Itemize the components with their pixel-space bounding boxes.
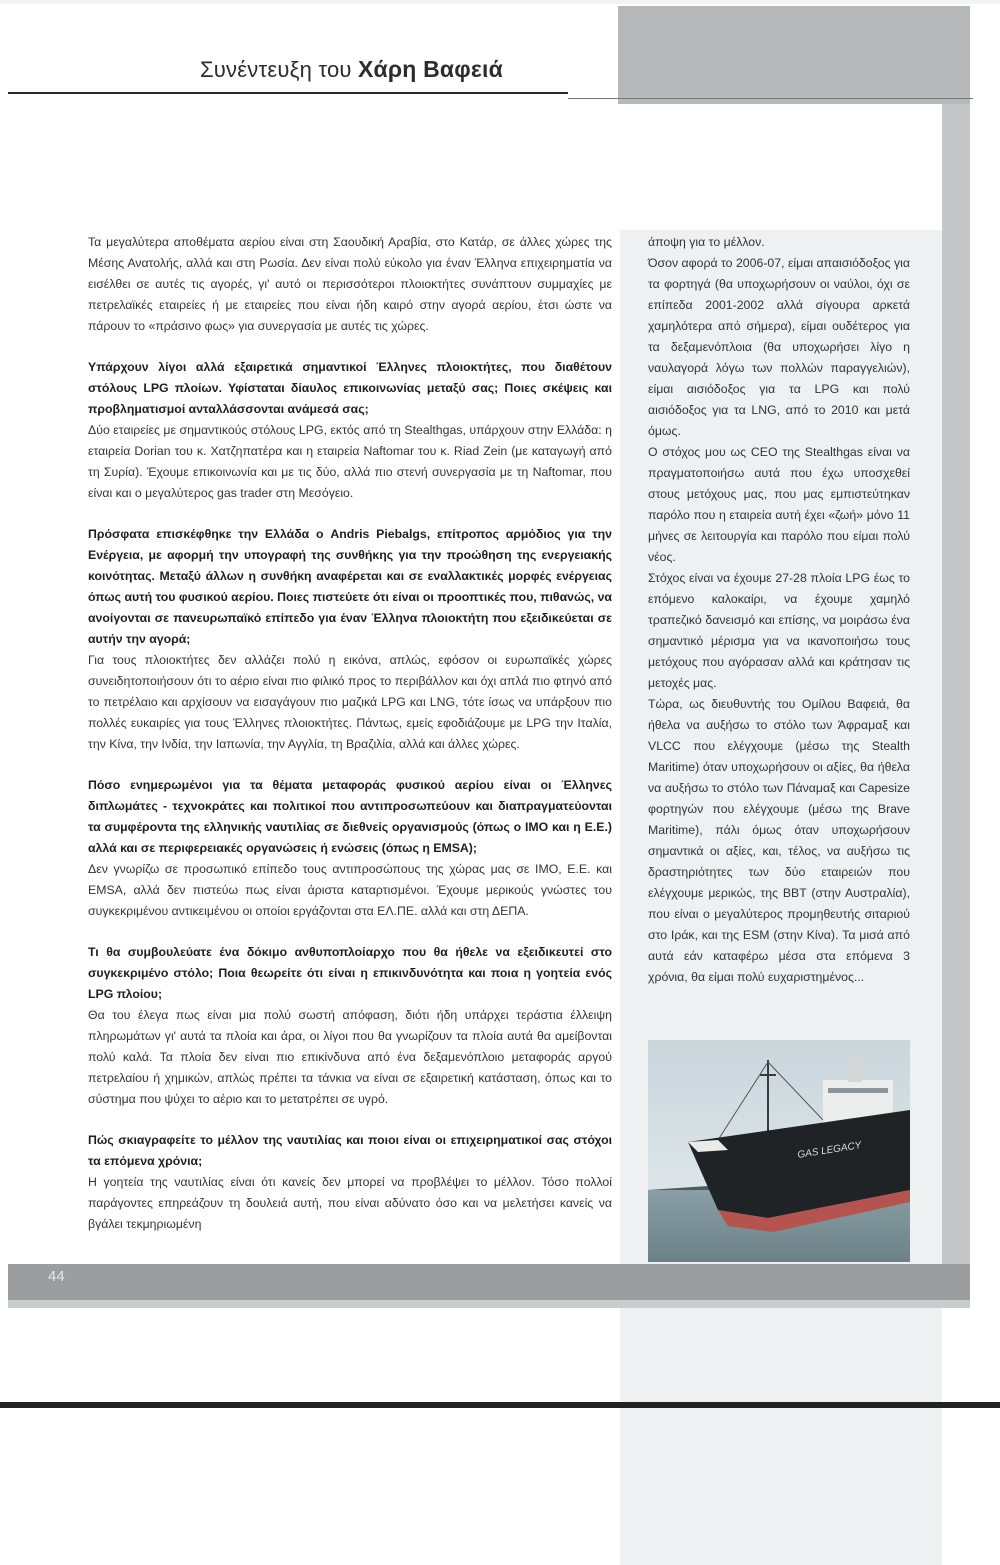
page-header-title [200, 56, 503, 83]
answer-paragraph: Τα μεγαλύτερα αποθέματα αερίου είναι στη Σαουδική Αραβία, στο Κατάρ, σε άλλες χώρες της Μέσης Ανατολής, αλλά και στη Ρωσία. Δεν είναι πολύ εύκολο για έναν Έλληνα επιχειρηματία να εισέλθει σε αυτές τις αγορές, γι' αυτό οι περισσότεροι πλοιοκτήτες συνάπτουν συμμαχίες με πετρελαϊκές εταιρείες ή με εταιρείες που είναι ήδη καιρό στην αγορά αερίου, έτσι ώστε να πάρουν το «πράσινο φως» για συνεργασία με αυτές τις χώρες. [88, 235, 612, 333]
answer-paragraph: Η γοητεία της ναυτιλίας είναι ότι κανείς δεν μπορεί να προβλέψει το μέλλον. Τόσο πολλοί παράγοντες επηρεάζουν τη δουλειά αυτή, που είναι αδύνατο όσο και να μελετήσει κανείς να βγάλει τεκμηριωμένη [88, 1175, 612, 1231]
ship-photo [648, 1040, 910, 1262]
question-paragraph: Πώς σκιαγραφείτε το μέλλον της ναυτιλίας και ποιοι είναι οι επιχειρηματικοί σας στόχοι τα επόμενα χρόνια; [88, 1133, 612, 1168]
header-rule-right [568, 98, 973, 99]
ship-funnel [848, 1058, 862, 1082]
header-gray-panel [618, 6, 970, 104]
page-number: 44 [48, 1268, 65, 1285]
right-paragraph: Όσον αφορά το 2006-07, είμαι απαισιόδοξος για τα φορτηγά (θα υποχωρήσουν οι ναύλοι, όχι σε επίπεδα 2001-2002 αλλά σίγουρα αρκετά χαμηλότερα από σήμερα), είμαι ουδέτερος για τα δεξαμενόπλοια (θα υποχωρήσει λίγο η ναυλαγορά λόγω των πολλών παραγγελιών), είμαι αισιόδοξος για τα LPG και πολύ αισιόδοξος για τα LNG, από το 2010 και μετά όμως. [648, 256, 910, 438]
scan-edge [0, 0, 1000, 4]
right-paragraph: Τώρα, ως διευθυντής του Ομίλου Βαφειά, θα ήθελα να αυξήσω το στόλο των Άφραμαξ και VLCC που ελέγχουμε (μέσω της Stealth Maritime) όταν υποχωρήσουν οι αξίες, θα ήθελα να αυξήσω το στόλο των Πάναμαξ και Capesize φορτηγών που ελέγχουμε (μέσω της Brave Maritime), πάλι όμως όταν υποχωρήσουν σημαντικά οι αξίες, και, τέλος, να αυξήσω τις δραστηριότητες των δύο εταιρειών που ελέγχουμε μερικώς, της BBT (στην Αυστραλία), που είναι ο μεγαλύτερος προμηθευτής σιταριού στο Ιράκ, και της ESM (στην Κίνα). Τα μισά από αυτά εάν καταφέρω μέσα στα επόμενα 3 χρόνια, θα είμαι πολύ ευχαριστημένος... [648, 697, 910, 984]
ship-hull-name: GAS LEGACY [796, 1140, 863, 1161]
right-paragraph: Ο στόχος μου ως CEO της Stealthgas είναι να πραγματοποιήσω αυτά που έχω υποσχεθεί στους μετόχους μας, που μας εμπιστεύτηκαν παρόλο που η εταιρεία αυτή έχει «ζωή» μόνο 11 μήνες σε λειτουργία και παρόλο που είμαι πολύ νέος. [648, 445, 910, 564]
right-text-column [648, 232, 910, 988]
ship-photo-svg [648, 1040, 910, 1262]
answer-paragraph: Θα του έλεγα πως είναι μια πολύ σωστή απόφαση, διότι ήδη υπάρχει τεράστια έλλειψη πληρωμάτων γι' αυτά τα πλοία και άρα, οι λίγοι που θα γνωρίζουν τα πλοία αυτά θα αμείβονται πολύ καλά. Τα πλοία δεν είναι πιο επικίνδυνα από ένα δεξαμενόπλοιο μεταφοράς αργού πετρελαίου ή χημικών, απλώς πρέπει τα τάνκια να είναι σε εξαιρετική κατάσταση, όπως και το σύστημα που ψύχει το αέριο και το μετατρέπει σε υγρό. [88, 1008, 612, 1106]
question-paragraph: Υπάρχουν λίγοι αλλά εξαιρετικά σημαντικοί Έλληνες πλοιοκτήτες, που διαθέτουν στόλους LPG πλοίων. Υφίσταται δίαυλος επικοινωνίας μεταξύ σας; Ποιες σκέψεις και προβληματισμοί ανταλλάσσονται ανάμεσά σας; [88, 360, 612, 416]
right-paragraph: άποψη για το μέλλον. [648, 235, 765, 249]
answer-paragraph: Για τους πλοιοκτήτες δεν αλλάζει πολύ η εικόνα, απλώς, εφόσον οι ευρωπαϊκές χώρες συνειδητοποιήσουν ότι το αέριο είναι πιο φιλικό προς το περιβάλλον και όχι απλά πιο φτηνό από το πετρέλαιο και αρχίσουν να εισαγάγουν πιο μαζικά LPG και LNG, τότε ίσως να υπάρξουν πιο πολλές ευκαιρίες για τους Έλληνες πλοιοκτήτες. Πάντως, εμείς εφοδιάζουμε με LPG την Ιταλία, την Κίνα, την Ινδία, την Ιαπωνία, την Αγγλία, τη Βραζιλία, αλλά και άλλες χώρες. [88, 653, 612, 751]
bottom-edge-line [0, 1402, 1000, 1408]
footer-band [8, 1264, 970, 1300]
question-paragraph: Τι θα συμβουλεύατε ένα δόκιμο ανθυποπλοίαρχο που θα ήθελε να εξειδικευτεί στο συγκεκριμένο στόλο; Ποια θεωρείτε ότι είναι η επικινδυνότητα και ποια η γοητεία ενός LPG πλοίου; [88, 945, 612, 1001]
question-paragraph: Πρόσφατα επισκέφθηκε την Ελλάδα ο Andris Piebalgs, επίτροπος αρμόδιος για την Ενέργεια, με αφορμή την υπογραφή της συνθήκης για την προώθηση της ενεργειακής κοινότητας. Μεταξύ άλλων η συνθήκη αναφέρεται και σε εναλλακτικές μορφές ενέργειας όπως αυτή του φυσικού αερίου. Ποιες πιστεύετε ότι είναι οι προοπτικές που, πιθανώς, να ανοίγονται σε πανευρωπαϊκό επίπεδο για έναν Έλληνα πλοιοκτήτη που εξειδικεύεται σε αυτήν την αγορά; [88, 527, 612, 646]
header-rule [8, 92, 568, 94]
header-title-prefix: Συνέντευξη του [200, 57, 358, 82]
left-text-column [88, 232, 612, 1255]
header-title-name: Χάρη Βαφειά [357, 56, 503, 82]
answer-paragraph: Δεν γνωρίζω σε προσωπικό επίπεδο τους αντιπροσώπους της χώρας μας σε IMO, E.E. και EMSA, αλλά δεν πιστεύω πως είναι άριστα καταρτισμένοι. Έχουμε μερικούς γνώστες του συγκεκριμένου αντικειμένου οι οποίοι εργάζονται στα ΕΛ.ΠΕ. αλλά και στη ΔΕΠΑ. [88, 862, 612, 918]
footer-band-light [8, 1300, 970, 1308]
answer-paragraph: Δύο εταιρείες με σημαντικούς στόλους LPG, εκτός από τη Stealthgas, υπάρχουν στην Ελλάδα: η εταιρεία Dorian του κ. Χατζηπατέρα και η εταιρεία Naftomar του κ. Riad Zein (με καταγωγή από τη Συρία). Έχουμε επικοινωνία και με τις δύο, αλλά πιο στενή συνεργασία με τη Naftomar, που είναι και ο μεγαλύτερος gas trader στη Μεσόγειο. [88, 423, 612, 500]
superstructure-windows [828, 1088, 888, 1093]
question-paragraph: Πόσο ενημερωμένοι για τα θέματα μεταφοράς φυσικού αερίου είναι οι Έλληνες διπλωμάτες - τεχνοκράτες και πολιτικοί που αντιπροσωπεύουν και διαπραγματεύονται τα συμφέροντα της ελληνικής ναυτιλίας σε διεθνείς οργανισμούς (όπως ο ΙΜΟ και η Ε.Ε.) αλλά και σε περιφερειακές οργανώσεις ή ενώσεις (όπως η EMSA); [88, 778, 612, 855]
right-paragraph: Στόχος είναι να έχουμε 27-28 πλοία LPG έως το επόμενο καλοκαίρι, να έχουμε χαμηλό τραπεζικό δανεισμό και επίσης, να μοιράσω ένα σημαντικό μέρισμα για να ικανοποιήσω τους μετόχους που αγόρασαν αλλά και κράτησαν τις μετοχές μας. [648, 571, 910, 690]
right-gray-strip [942, 104, 970, 1304]
